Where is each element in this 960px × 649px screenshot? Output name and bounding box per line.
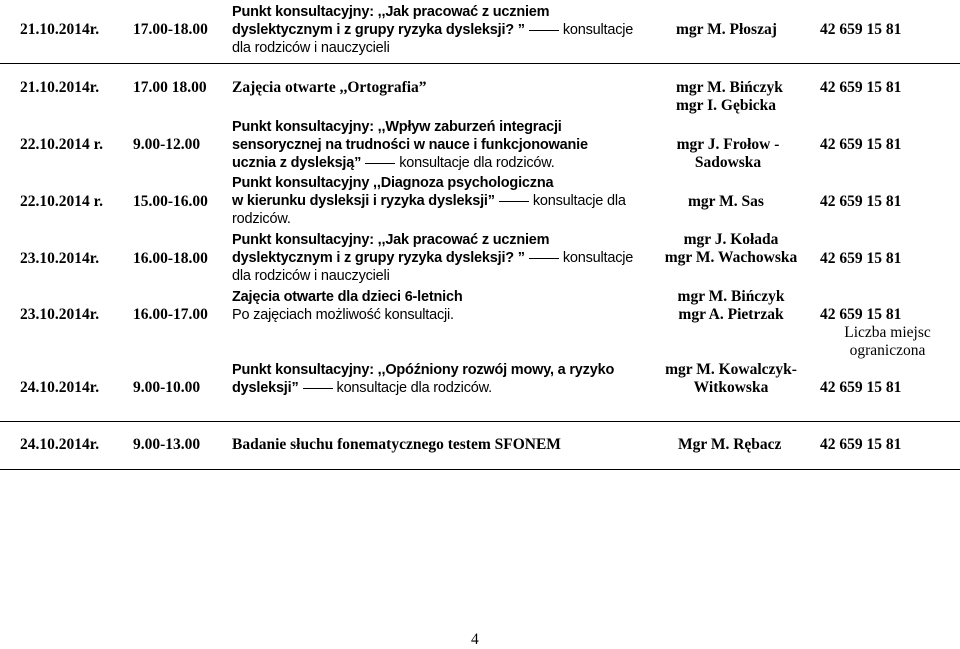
event-title-cont: dyslektycznym i z grupy ryzyka dysleksji? ” xyxy=(232,22,525,38)
description-cell xyxy=(232,231,642,285)
event-title: Punkt konsultacyjny: ,,Wpływ zaburzeń integracji xyxy=(232,119,562,135)
date-cell: 24.10.2014r. xyxy=(20,436,100,453)
time-cell: 15.00-16.00 xyxy=(133,193,208,210)
dash-line xyxy=(303,388,333,389)
dash-line xyxy=(529,30,559,31)
event-title-cont: ucznia z dysleksją” xyxy=(232,155,362,171)
person-cell: mgr M. Kowalczyk- xyxy=(665,361,797,378)
date-cell: 21.10.2014r. xyxy=(20,79,100,96)
description-cell xyxy=(232,288,642,324)
description-cell xyxy=(232,3,642,57)
event-audience: dla rodziców i nauczycieli xyxy=(232,40,390,56)
phone-cell: 42 659 15 81 xyxy=(820,379,902,396)
phone-cell: 42 659 15 81 xyxy=(820,250,902,267)
phone-cell: 42 659 15 81 xyxy=(820,79,902,96)
person-cell-2: mgr M. Wachowska xyxy=(664,249,798,266)
capacity-note-2: ograniczona xyxy=(849,342,926,359)
time-cell: 16.00-18.00 xyxy=(133,250,208,267)
date-cell: 22.10.2014 r. xyxy=(20,136,103,153)
event-title: Punkt konsultacyjny: ,,Jak pracować z uczniem xyxy=(232,232,550,248)
description-cell xyxy=(232,118,642,172)
person-cell: mgr J. Frołow - xyxy=(676,136,780,153)
event-title: Badanie słuchu fonematycznego testem SFONEM xyxy=(232,436,561,453)
phone-cell: 42 659 15 81 xyxy=(820,306,902,323)
table-divider xyxy=(0,469,960,470)
table-divider xyxy=(0,63,960,64)
description-cell xyxy=(232,361,642,397)
date-cell: 23.10.2014r. xyxy=(20,306,100,323)
table-divider xyxy=(0,421,960,422)
time-cell: 9.00-12.00 xyxy=(133,136,201,153)
date-cell: 23.10.2014r. xyxy=(20,250,100,267)
event-title: Punkt konsultacyjny ,,Diagnoza psychologiczna xyxy=(232,175,554,191)
event-title: Punkt konsultacyjny: ,,Jak pracować z uczniem xyxy=(232,4,550,20)
phone-cell: 42 659 15 81 xyxy=(820,193,902,210)
person-cell: Mgr M. Rębacz xyxy=(678,436,782,453)
event-title-cont: dyslektycznym i z grupy ryzyka dysleksji? ” xyxy=(232,250,525,266)
phone-cell: 42 659 15 81 xyxy=(820,436,902,453)
event-type: konsultacje xyxy=(562,22,634,38)
time-cell: 17.00-18.00 xyxy=(133,21,208,38)
time-cell: 16.00-17.00 xyxy=(133,306,208,323)
event-title: Punkt konsultacyjny: ,,Opóźniony rozwój mowy, a ryzyko xyxy=(232,362,615,378)
person-cell-2: mgr A. Pietrzak xyxy=(678,306,784,323)
person-cell: mgr J. Kołada xyxy=(683,231,779,248)
dash-line xyxy=(499,201,529,202)
event-type: konsultacje dla rodziców. xyxy=(399,155,555,171)
dash-line xyxy=(529,258,559,259)
event-title: Zajęcia otwarte ,,Ortografia” xyxy=(232,79,427,96)
time-cell: 9.00-10.00 xyxy=(133,379,201,396)
person-cell: mgr M. Bińczyk xyxy=(677,288,785,305)
time-cell: 17.00 18.00 xyxy=(133,79,207,96)
event-title-cont: sensorycznej na trudności w nauce i funkcjonowanie xyxy=(232,137,588,153)
event-note: Po zajęciach możliwość konsultacji. xyxy=(232,307,454,323)
dash-line xyxy=(365,163,395,164)
person-cell-2: Sadowska xyxy=(694,154,762,171)
page-number: 4 xyxy=(471,631,479,648)
event-title: Zajęcia otwarte dla dzieci 6-letnich xyxy=(232,289,463,305)
event-audience: dla rodziców i nauczycieli xyxy=(232,268,390,284)
person-cell-2: Witkowska xyxy=(693,379,769,396)
event-type: konsultacje dla rodziców. xyxy=(336,380,492,396)
person-cell: mgr M. Sas xyxy=(688,193,764,210)
date-cell: 24.10.2014r. xyxy=(20,379,100,396)
person-cell-2: mgr I. Gębicka xyxy=(676,97,777,114)
event-title-cont: dysleksji” xyxy=(232,380,299,396)
date-cell: 21.10.2014r. xyxy=(20,21,100,38)
person-cell: mgr M. Płoszaj xyxy=(676,21,777,38)
phone-cell: 42 659 15 81 xyxy=(820,136,902,153)
description-cell xyxy=(232,174,642,228)
capacity-note: Liczba miejsc xyxy=(844,324,931,341)
time-cell: 9.00-13.00 xyxy=(133,436,201,453)
person-cell: mgr M. Bińczyk xyxy=(676,79,783,96)
phone-cell: 42 659 15 81 xyxy=(820,21,902,38)
event-type: konsultacje xyxy=(562,250,634,266)
event-audience: rodziców. xyxy=(232,211,291,227)
event-title-cont: w kierunku dysleksji i ryzyka dysleksji” xyxy=(232,193,495,209)
date-cell: 22.10.2014 r. xyxy=(20,193,103,210)
event-type: konsultacje dla xyxy=(532,193,626,209)
